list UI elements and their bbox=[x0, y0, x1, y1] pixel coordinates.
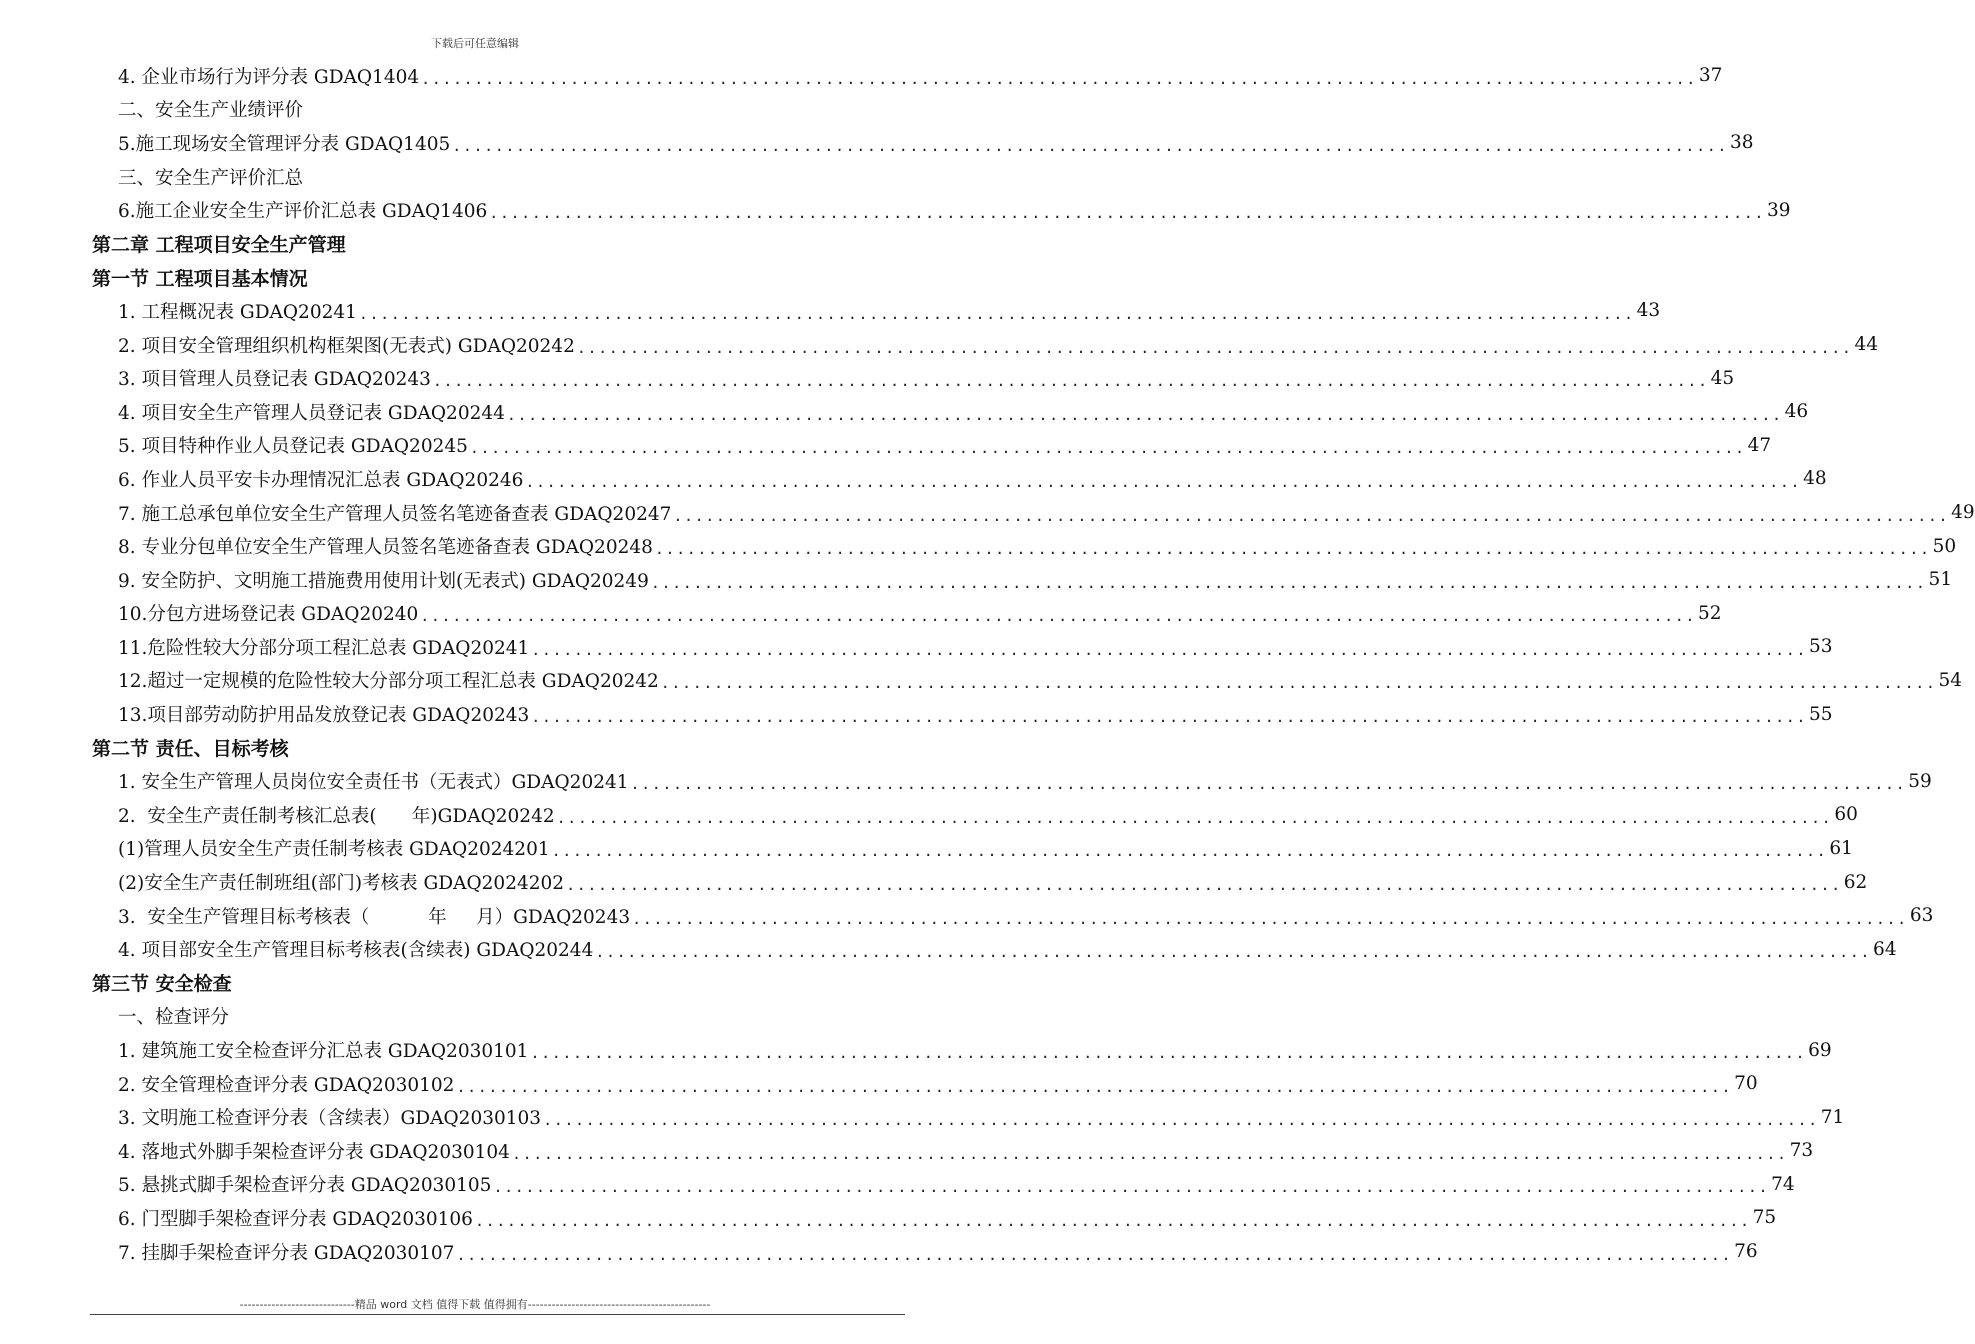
dot-leader: ........................................................................................................................ bbox=[469, 439, 1746, 458]
toc-entry[interactable] bbox=[92, 361, 1735, 395]
toc-entry-page: 59 bbox=[1908, 770, 1932, 792]
toc-entry-page: 49 bbox=[1951, 502, 1975, 524]
toc-entry-title: 3. 项目管理人员登记表 GDAQ20243 bbox=[118, 369, 431, 391]
toc-entry-title: 6.施工企业安全生产评价汇总表 GDAQ1406 bbox=[118, 201, 488, 223]
page-header: 下载后可任意编辑 bbox=[431, 37, 519, 50]
toc-subsection: 三、安全生产评价汇总 bbox=[118, 167, 304, 189]
toc-entry-title: 2. 安全生产责任制考核汇总表( 年)GDAQ20242 bbox=[118, 805, 555, 827]
toc-entry-page: 74 bbox=[1771, 1173, 1795, 1195]
dot-leader: ........................................................................................................................ bbox=[420, 607, 1696, 626]
toc-entry-title: 5.施工现场安全管理评分表 GDAQ1405 bbox=[118, 133, 451, 155]
dot-leader: ........................................................................................................................ bbox=[493, 1178, 1770, 1197]
toc-entry-page: 69 bbox=[1808, 1039, 1832, 1061]
dot-leader: ........................................................................................................................ bbox=[506, 405, 1783, 424]
toc-entry-page: 48 bbox=[1803, 468, 1827, 490]
toc-entry[interactable] bbox=[92, 1067, 1758, 1101]
dot-leader: ........................................................................................................................ bbox=[551, 842, 1828, 861]
toc-entry-title: 2. 项目安全管理组织机构框架图(无表式) GDAQ20242 bbox=[118, 335, 575, 357]
toc-entry[interactable] bbox=[92, 126, 1754, 160]
dot-leader: ........................................................................................................................ bbox=[432, 372, 1709, 391]
toc-entry-page: 44 bbox=[1854, 334, 1879, 356]
toc-entry-title: 4. 项目部安全生产管理目标考核表(含续表) GDAQ20244 bbox=[118, 940, 594, 962]
dot-leader: ........................................................................................................................ bbox=[650, 573, 1927, 592]
dot-leader: ........................................................................................................................ bbox=[421, 69, 1697, 88]
toc-entry-page: 47 bbox=[1747, 434, 1772, 456]
page-footer: -----------------------------精品 word 文档 值得下载 值得拥有---------------------------------------------- bbox=[239, 1298, 711, 1311]
toc-entry-page: 37 bbox=[1698, 65, 1723, 87]
toc-entry-title: 7. 挂脚手架检查评分表 GDAQ2030107 bbox=[118, 1242, 455, 1264]
toc-entry-page: 73 bbox=[1789, 1140, 1814, 1162]
toc-entry-title: 3. 文明施工检查评分表（含续表）GDAQ2030103 bbox=[118, 1108, 542, 1130]
toc-entry[interactable] bbox=[92, 193, 1791, 227]
toc-subsection: 二、安全生产业绩评价 bbox=[118, 100, 304, 122]
dot-leader: ........................................................................................................................ bbox=[576, 338, 1853, 357]
toc-entry-page: 60 bbox=[1834, 804, 1858, 826]
toc-entry[interactable] bbox=[92, 764, 1932, 798]
toc-entry-page: 51 bbox=[1928, 569, 1953, 591]
toc-entry-title: 8. 专业分包单位安全生产管理人员签名笔迹备查表 GDAQ20248 bbox=[118, 537, 653, 559]
section-heading[interactable]: 第一节 工程项目基本情况 bbox=[92, 267, 308, 290]
toc-entry-page: 55 bbox=[1809, 703, 1833, 725]
section-heading[interactable]: 第二节 责任、目标考核 bbox=[92, 738, 289, 761]
dot-leader: ........................................................................................................................ bbox=[595, 943, 1872, 962]
toc-entry[interactable] bbox=[92, 932, 1897, 966]
dot-leader: ........................................................................................................................ bbox=[511, 1144, 1788, 1163]
footer-divider bbox=[90, 1314, 905, 1315]
toc-entry-title: 4. 落地式外脚手架检查评分表 GDAQ2030104 bbox=[118, 1141, 510, 1163]
toc-entry-page: 54 bbox=[1938, 669, 1963, 691]
toc-entry-title: 5. 项目特种作业人员登记表 GDAQ20245 bbox=[118, 436, 468, 458]
toc-entry[interactable] bbox=[92, 630, 1833, 664]
toc-entry-title: 11.危险性较大分部分项工程汇总表 GDAQ20241 bbox=[118, 637, 530, 659]
toc-entry-title: 6. 作业人员平安卡办理情况汇总表 GDAQ20246 bbox=[118, 469, 524, 491]
toc-entry-title: 2. 安全管理检查评分表 GDAQ2030102 bbox=[118, 1074, 455, 1096]
toc-entry-title: 3. 安全生产管理目标考核表（ 年 月）GDAQ20243 bbox=[118, 906, 631, 928]
toc-entry[interactable] bbox=[92, 832, 1853, 866]
toc-entry[interactable] bbox=[92, 1100, 1845, 1134]
toc-entry[interactable] bbox=[92, 395, 1809, 429]
toc-entry-title: 12.超过一定规模的危险性较大分部分项工程汇总表 GDAQ20242 bbox=[118, 671, 659, 693]
toc-entry[interactable] bbox=[92, 59, 1723, 93]
toc-entry-page: 61 bbox=[1829, 837, 1853, 859]
toc-entry[interactable] bbox=[92, 429, 1772, 463]
toc-entry[interactable] bbox=[92, 1033, 1832, 1067]
toc-entry-page: 38 bbox=[1729, 132, 1754, 154]
dot-leader: ........................................................................................................................ bbox=[543, 1111, 1819, 1130]
toc-entry-title: 1. 建筑施工安全检查评分汇总表 GDAQ2030101 bbox=[118, 1041, 529, 1063]
toc-entry[interactable] bbox=[92, 899, 1934, 933]
toc-entry-page: 64 bbox=[1873, 938, 1897, 960]
toc-entry-page: 52 bbox=[1698, 602, 1722, 624]
toc-entry-page: 43 bbox=[1636, 300, 1661, 322]
toc-entry[interactable] bbox=[92, 328, 1879, 362]
toc-entry-title: 9. 安全防护、文明施工措施费用使用计划(无表式) GDAQ20249 bbox=[118, 570, 649, 592]
toc-entry[interactable] bbox=[92, 597, 1722, 631]
toc-entry[interactable] bbox=[92, 1134, 1814, 1168]
toc-entry-title: 1. 安全生产管理人员岗位安全责任书（无表式）GDAQ20241 bbox=[118, 772, 629, 794]
toc-entry-page: 76 bbox=[1734, 1241, 1758, 1263]
dot-leader: ........................................................................................................................ bbox=[489, 204, 1765, 223]
toc-entry-page: 62 bbox=[1843, 871, 1868, 893]
dot-leader: ........................................................................................................................ bbox=[531, 640, 1807, 659]
toc-entry-title: 7. 施工总承包单位安全生产管理人员签名笔迹备查表 GDAQ20247 bbox=[118, 503, 672, 525]
toc-entry-title: 6. 门型脚手架检查评分表 GDAQ2030106 bbox=[118, 1208, 473, 1230]
toc-entry-page: 45 bbox=[1710, 367, 1735, 389]
dot-leader: ........................................................................................................................ bbox=[456, 1245, 1733, 1264]
toc-entry-title: (1)管理人员安全生产责任制考核表 GDAQ2024201 bbox=[118, 839, 550, 861]
chapter-heading[interactable]: 第二章 工程项目安全生产管理 bbox=[92, 234, 346, 257]
dot-leader: ........................................................................................................................ bbox=[530, 1044, 1807, 1063]
section-heading[interactable]: 第三节 安全检查 bbox=[92, 973, 232, 996]
toc-entry[interactable] bbox=[92, 865, 1868, 899]
toc-entry[interactable] bbox=[92, 529, 1957, 563]
toc-entry-page: 70 bbox=[1734, 1073, 1758, 1095]
toc-entry-title: 4. 项目安全生产管理人员登记表 GDAQ20244 bbox=[118, 402, 505, 424]
dot-leader: ........................................................................................................................ bbox=[525, 472, 1802, 491]
toc-entry[interactable] bbox=[92, 697, 1833, 731]
toc-entry-page: 71 bbox=[1820, 1106, 1845, 1128]
table-of-contents bbox=[92, 59, 1975, 1268]
dot-leader: ........................................................................................................................ bbox=[632, 909, 1908, 928]
toc-entry-title: 13.项目部劳动防护用品发放登记表 GDAQ20243 bbox=[118, 705, 530, 727]
dot-leader: ........................................................................................................................ bbox=[452, 136, 1728, 155]
toc-entry[interactable] bbox=[92, 1201, 1777, 1235]
toc-entry-page: 63 bbox=[1909, 905, 1934, 927]
dot-leader: ........................................................................................................................ bbox=[556, 808, 1833, 827]
toc-entry[interactable] bbox=[92, 664, 1963, 698]
toc-entry[interactable] bbox=[92, 462, 1827, 496]
dot-leader: ........................................................................................................................ bbox=[531, 708, 1807, 727]
dot-leader: ........................................................................................................................ bbox=[673, 506, 1950, 525]
toc-entry-title: 4. 企业市场行为评分表 GDAQ1404 bbox=[118, 66, 420, 88]
dot-leader: ........................................................................................................................ bbox=[474, 1211, 1751, 1230]
toc-entry-title: 5. 悬挑式脚手架检查评分表 GDAQ2030105 bbox=[118, 1175, 492, 1197]
toc-entry[interactable] bbox=[92, 563, 1953, 597]
toc-subsection: 一、检查评分 bbox=[118, 1007, 230, 1029]
toc-entry[interactable] bbox=[92, 1235, 1758, 1269]
toc-entry[interactable] bbox=[92, 798, 1858, 832]
toc-entry-page: 39 bbox=[1766, 199, 1791, 221]
toc-entry-page: 50 bbox=[1932, 535, 1957, 557]
toc-entry-page: 53 bbox=[1809, 636, 1833, 658]
toc-entry-page: 46 bbox=[1784, 401, 1809, 423]
toc-entry[interactable] bbox=[92, 1168, 1795, 1202]
toc-entry[interactable] bbox=[92, 294, 1661, 328]
toc-entry-title: 1. 工程概况表 GDAQ20241 bbox=[118, 301, 357, 323]
toc-entry-title: 10.分包方进场登记表 GDAQ20240 bbox=[118, 604, 419, 626]
dot-leader: ........................................................................................................................ bbox=[660, 674, 1937, 693]
dot-leader: ........................................................................................................................ bbox=[654, 540, 1931, 559]
toc-entry-page: 75 bbox=[1752, 1207, 1777, 1229]
dot-leader: ........................................................................................................................ bbox=[566, 876, 1842, 895]
dot-leader: ........................................................................................................................ bbox=[456, 1077, 1733, 1096]
toc-entry-title: (2)安全生产责任制班组(部门)考核表 GDAQ2024202 bbox=[118, 873, 565, 895]
dot-leader: ........................................................................................................................ bbox=[358, 304, 1635, 323]
dot-leader: ........................................................................................................................ bbox=[630, 775, 1907, 794]
toc-entry[interactable] bbox=[92, 496, 1975, 530]
